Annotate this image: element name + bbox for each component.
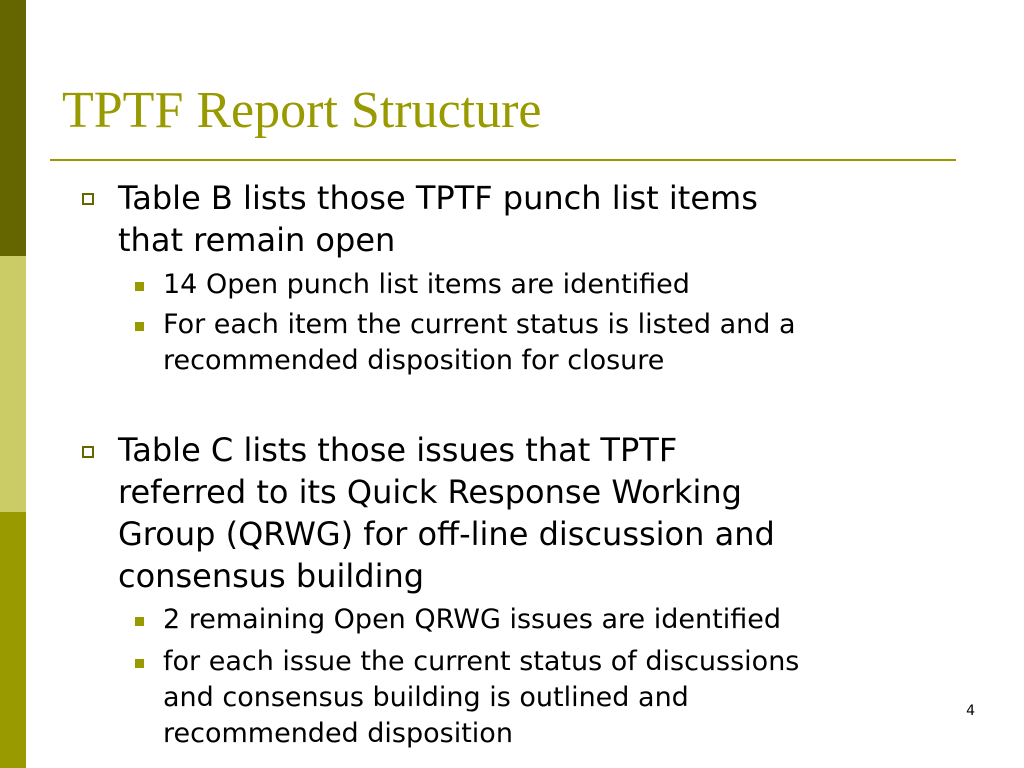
hollow-square-bullet-icon [82,446,94,458]
hollow-square-bullet-icon [82,193,94,205]
filled-square-bullet-icon [135,617,144,626]
slide-title: TPTF Report Structure [62,82,542,139]
bullet-1-sub-1-text: 14 Open punch list items are identified [163,269,690,300]
filled-square-bullet-icon [135,282,144,291]
accent-bar-mid-segment [0,512,26,768]
filled-square-bullet-icon [135,659,144,668]
left-accent-bar [0,0,26,768]
bullet-1-text: Table B lists those TPTF punch list items that remain open [118,179,758,259]
accent-bar-light-segment [0,256,26,512]
bullet-1-sub-2-text: For each item the current status is listed and a recommended disposition for closure [163,309,796,376]
page-number: 4 [966,703,975,719]
title-underline [50,159,956,161]
accent-bar-dark-segment [0,0,26,256]
bullet-2-sub-1-text: 2 remaining Open QRWG issues are identified [163,604,781,635]
bullet-2-text: Table C lists those issues that TPTF referred to its Quick Response Working Group (QRWG) for off-line discussion and consensus building [118,431,775,595]
filled-square-bullet-icon [135,322,144,331]
bullet-2-sub-2-text: for each issue the current status of discussions and consensus building is outlined and recommended disposition [163,646,800,749]
